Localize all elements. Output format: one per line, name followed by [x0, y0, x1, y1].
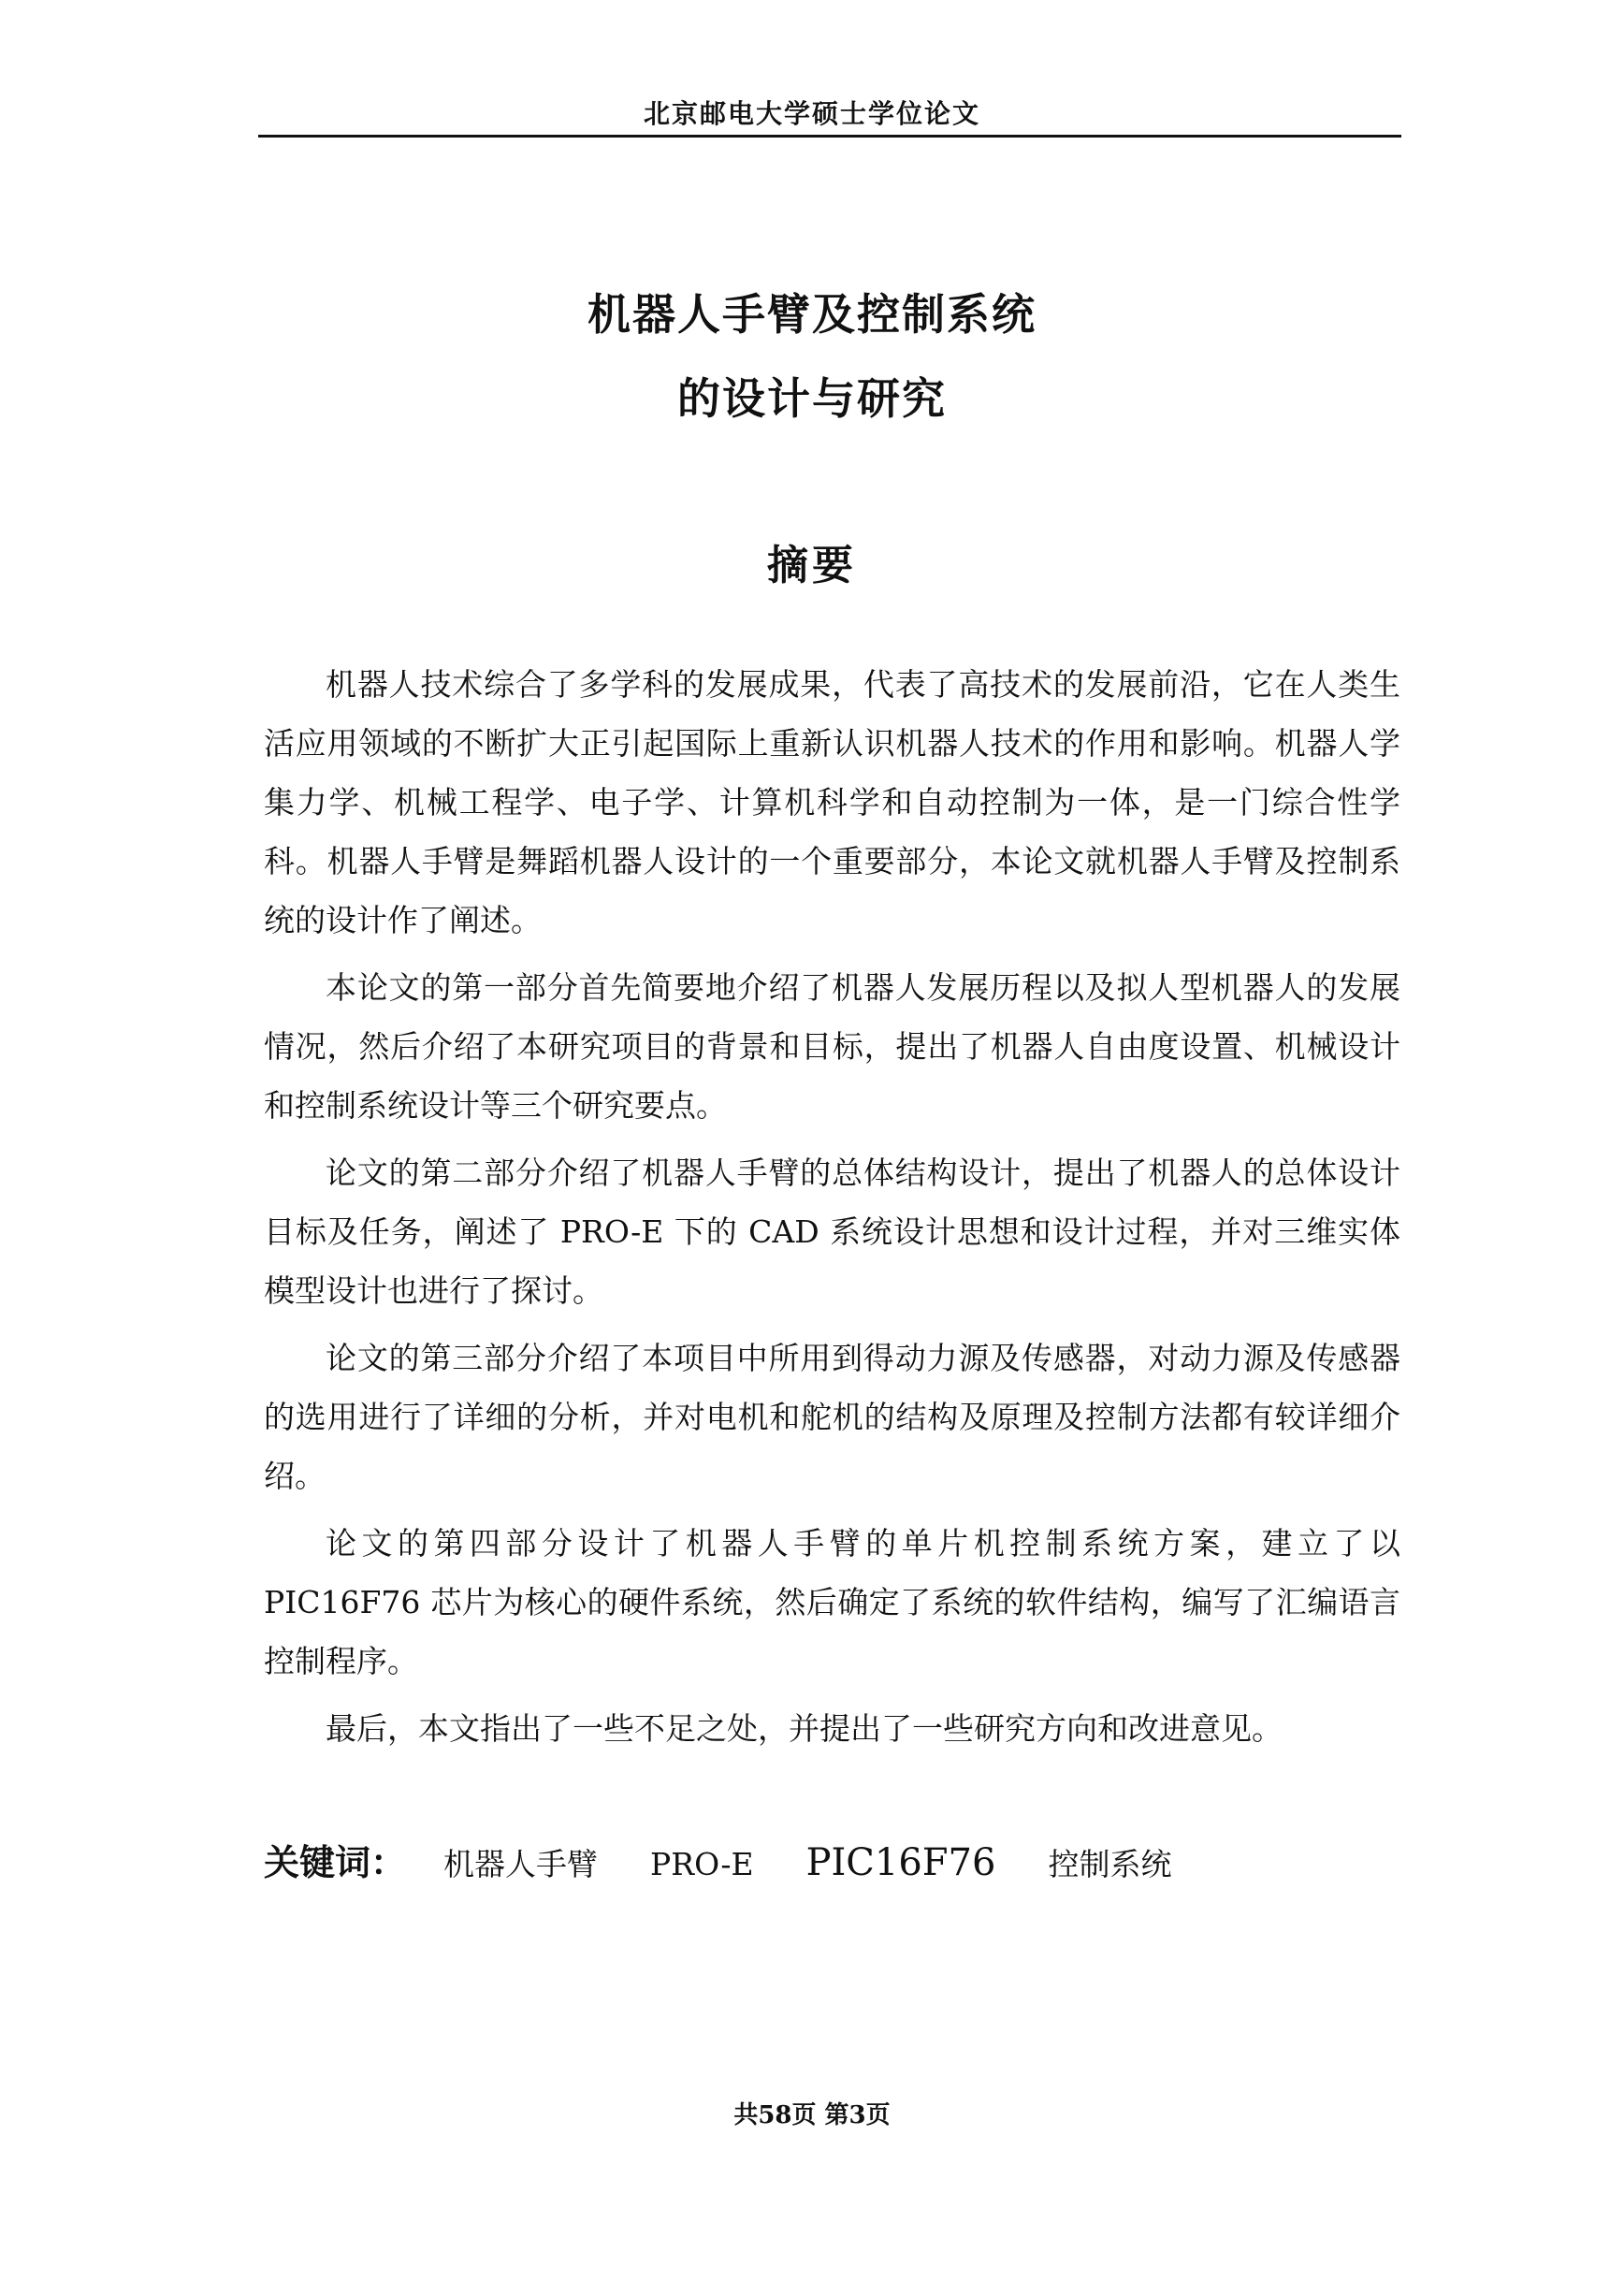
keyword-item: PIC16F76: [805, 1841, 996, 1884]
abstract-paragraph-3: 论文的第二部分介绍了机器人手臂的总体结构设计，提出了机器人的总体设计目标及任务，阐述了 PRO-E 下的 CAD 系统设计思想和设计过程，并对三维实体模型设计也进行了探讨。: [264, 1155, 1400, 1309]
keywords-label: 关键词：: [264, 1842, 407, 1883]
abstract-paragraph-2: 本论文的第一部分首先简要地介绍了机器人发展历程以及拟人型机器人的发展情况，然后介绍了本研究项目的背景和目标，提出了机器人自由度设置、机械设计和控制系统设计等三个研究要点。: [264, 969, 1400, 1124]
keyword-item: 机器人手臂: [443, 1846, 599, 1882]
abstract-paragraph-5: 论文的第四部分设计了机器人手臂的单片机控制系统方案，建立了以 PIC16F76 芯片为核心的硬件系统，然后确定了系统的软件结构，编写了汇编语言控制程序。: [264, 1525, 1400, 1679]
keyword-item: 控制系统: [1048, 1846, 1172, 1882]
thesis-title-line-1: 机器人手臂及控制系统: [587, 289, 1037, 340]
abstract-paragraph-4: 论文的第三部分介绍了本项目中所用到得动力源及传感器，对动力源及传感器的选用进行了详细的分析，并对电机和舵机的结构及原理及控制方法都有较详细介绍。: [264, 1340, 1400, 1494]
thesis-title-line-2: 的设计与研究: [677, 373, 947, 424]
header-rule: [258, 135, 1401, 138]
abstract-paragraph-1: 机器人技术综合了多学科的发展成果，代表了高技术的发展前沿，它在人类生活应用领域的不断扩大正引起国际上重新认识机器人技术的作用和影响。机器人学集力学、机械工程学、电子学、计算机科学和自动控制为一体，是一门综合性学科。机器人手臂是舞蹈机器人设计的一个重要部分，本论文就机器人手臂及控制系统的设计作了阐述。: [264, 666, 1400, 938]
abstract-body: [264, 655, 1400, 1766]
page-footer: 共58页 第3页: [733, 2101, 891, 2129]
abstract-heading: 摘要: [767, 542, 857, 589]
keywords-line: [264, 1834, 1400, 1885]
keyword-item: PRO-E: [650, 1846, 754, 1882]
abstract-paragraph-6: 最后，本文指出了一些不足之处，并提出了一些研究方向和改进意见。: [326, 1710, 1283, 1747]
running-header: 北京邮电大学硕士学位论文: [643, 98, 980, 129]
